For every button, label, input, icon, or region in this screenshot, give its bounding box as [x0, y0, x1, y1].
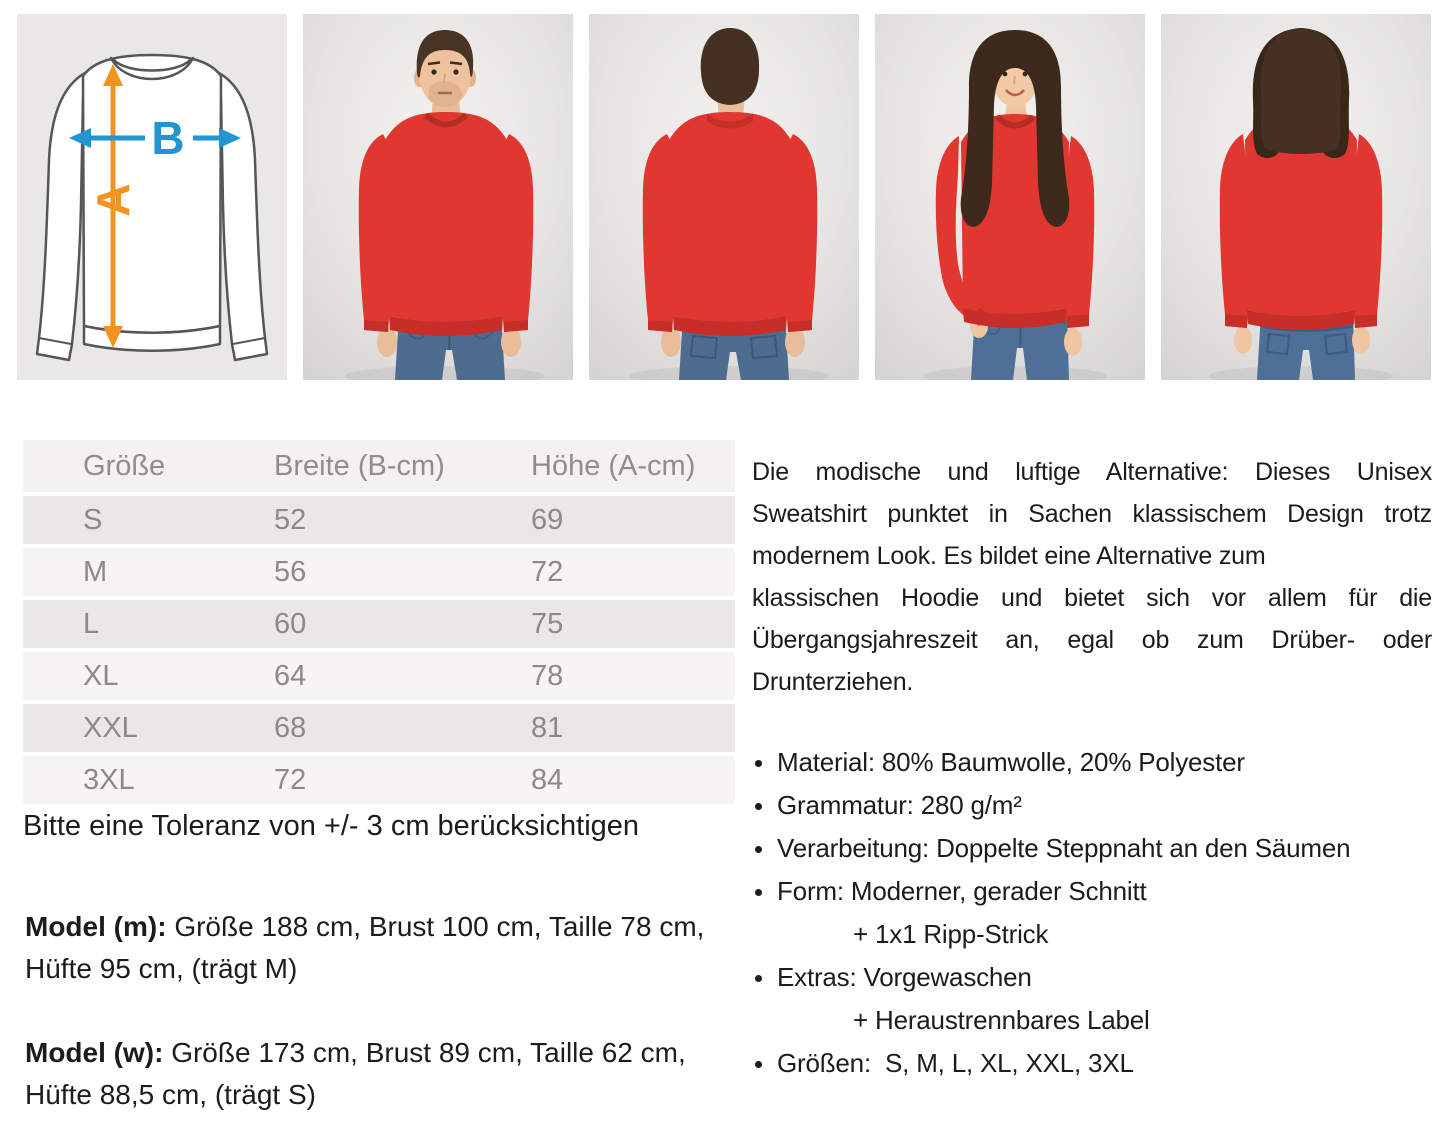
model-female-label: Model (w):: [25, 1037, 164, 1068]
cell-height: 81: [531, 712, 564, 744]
model-female-line1: Größe 173 cm, Brust 89 cm, Taille 62 cm,: [171, 1037, 686, 1068]
feature-extras-addition: + Heraustrennbares Label: [853, 1005, 1150, 1035]
size-diagram-graphic: [17, 14, 287, 380]
feature-form: Form: Moderner, gerader Schnitt: [752, 870, 1432, 913]
cell-width: 60: [274, 608, 307, 640]
female-front-photo: [875, 14, 1145, 380]
size-table-row-l: [23, 600, 735, 648]
product-image-gallery: [17, 14, 1431, 380]
cell-width: 64: [274, 660, 307, 692]
male-back-photo: [589, 14, 859, 380]
cell-height: 69: [531, 504, 564, 536]
cell-width: 52: [274, 504, 307, 536]
feature-groessen: Größen: S, M, L, XL, XXL, 3XL: [752, 1042, 1432, 1085]
bullet-dot-icon: [755, 803, 762, 810]
model-male-line1: Größe 188 cm, Brust 100 cm, Taille 78 cm,: [174, 911, 705, 942]
feature-material: Material: 80% Baumwolle, 20% Polyester: [752, 741, 1432, 784]
feature-list: [752, 741, 1432, 1085]
tolerance-note: Bitte eine Toleranz von +/- 3 cm berücksichtigen: [23, 810, 640, 842]
sweatshirt: [359, 112, 534, 336]
size-table-row-m: [23, 548, 735, 596]
size-table-row-3xl: [23, 756, 735, 804]
model-female-line2: Hüfte 88,5 cm, (trägt S): [25, 1079, 316, 1110]
height-arrow-label: A: [87, 183, 139, 217]
header-breite: Breite (B-cm): [274, 450, 445, 482]
female-front-graphic: [875, 14, 1145, 380]
cell-height: 78: [531, 660, 564, 692]
right-hand: [1352, 326, 1370, 354]
feature-extras: Extras: Vorgewaschen: [752, 956, 1432, 999]
female-back-graphic: [1161, 14, 1431, 380]
sweatshirt: [643, 112, 818, 336]
male-front-photo: [303, 14, 573, 380]
hair: [1261, 28, 1341, 154]
description-line: klassischen Hoodie und bietet sich vor allem für die: [752, 584, 1432, 612]
feature-verarbeitung: Verarbeitung: Doppelte Steppnaht an den Säumen: [752, 827, 1432, 870]
cell-height: 84: [531, 764, 564, 796]
female-back-photo: [1161, 14, 1431, 380]
bullet-dot-icon: [755, 1061, 762, 1068]
male-front-graphic: [303, 14, 573, 380]
feature-form-addition: + 1x1 Ripp-Strick: [853, 919, 1049, 949]
left-hand: [1234, 326, 1252, 354]
cell-size: XL: [83, 660, 119, 692]
cell-width: 72: [274, 764, 307, 796]
size-table-row-xxl: [23, 704, 735, 752]
size-table: [23, 440, 735, 804]
bullet-dot-icon: [755, 889, 762, 896]
bullet-dot-icon: [755, 975, 762, 982]
description-line: Die modische und luftige Alternative: Dieses Unisex: [752, 458, 1432, 486]
model-male-label: Model (m):: [25, 911, 167, 942]
cell-width: 68: [274, 712, 307, 744]
hair: [701, 28, 759, 105]
model-male-info: [25, 906, 737, 990]
size-diagram-panel: [17, 14, 287, 380]
right-hand: [1064, 328, 1082, 356]
cell-size: XXL: [83, 712, 138, 744]
size-table-row-s: [23, 496, 735, 544]
bullet-dot-icon: [755, 846, 762, 853]
feature-grammatur: Grammatur: 280 g/m²: [752, 784, 1432, 827]
cell-height: 75: [531, 608, 564, 640]
description-line: Drunterziehen.: [752, 668, 914, 696]
header-hoehe: Höhe (A-cm): [531, 450, 696, 482]
cell-width: 56: [274, 556, 307, 588]
model-male-line2: Hüfte 95 cm, (trägt M): [25, 953, 298, 984]
description-line: Sweatshirt punktet in Sachen klassischem Design trotz: [752, 500, 1432, 528]
sweatshirt-outline: [37, 55, 267, 360]
male-back-graphic: [589, 14, 859, 380]
cell-size: 3XL: [83, 764, 135, 796]
size-table-row-xl: [23, 652, 735, 700]
size-table-header-row: [23, 440, 735, 492]
description-line: modernem Look. Es bildet eine Alternative zum: [752, 542, 1266, 570]
description-line: Übergangsjahreszeit an, egal ob zum Drüber- oder: [752, 626, 1432, 654]
bullet-dot-icon: [755, 760, 762, 767]
cell-height: 72: [531, 556, 564, 588]
width-arrow-label: B: [151, 112, 185, 164]
model-female-info: [25, 1032, 737, 1116]
cell-size: M: [83, 556, 108, 588]
header-groesse: Größe: [83, 450, 166, 482]
cell-size: L: [83, 608, 100, 640]
product-description: [752, 451, 1432, 1085]
cell-size: S: [83, 504, 103, 536]
